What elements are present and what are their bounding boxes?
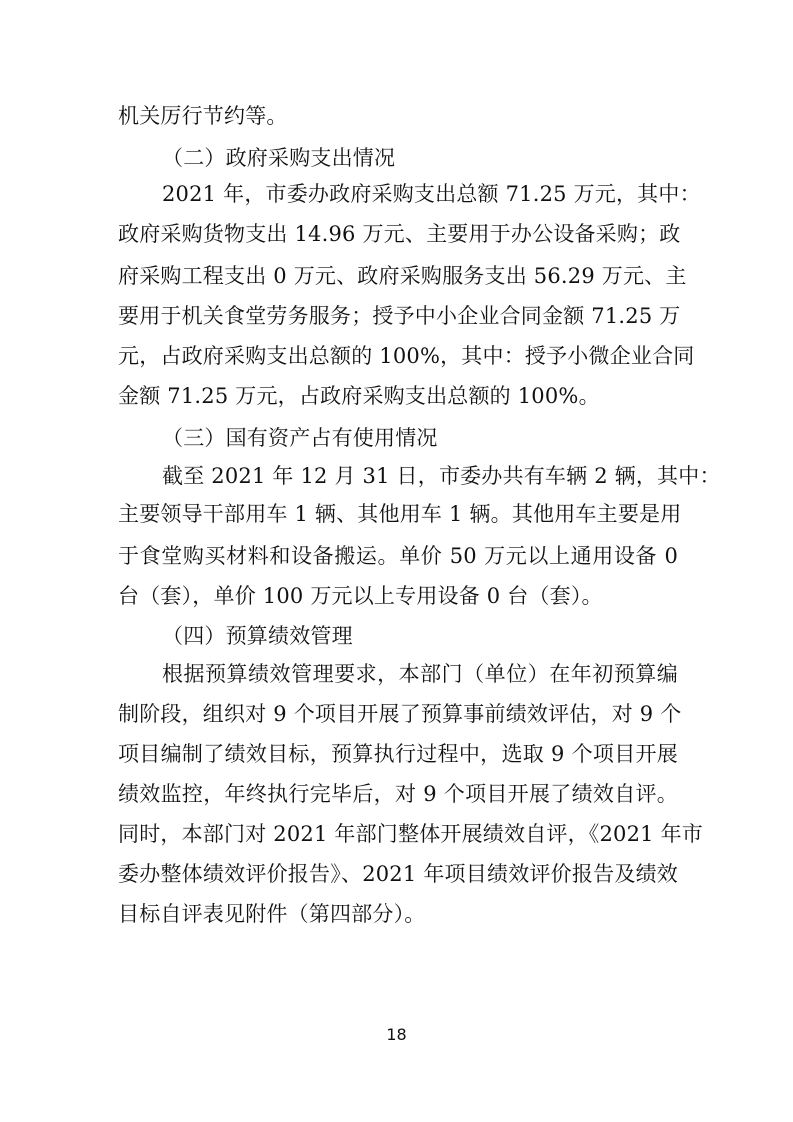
page-number: 18 — [386, 1025, 407, 1044]
section-heading: （二）政府采购支出情况 — [162, 146, 396, 170]
paragraph-line: 府采购工程支出 0 万元、政府采购服务支出 56.29 万元、主 — [118, 264, 687, 288]
paragraph-line: 要用于机关食堂劳务服务；授予中小企业合同金额 71.25 万 — [118, 304, 681, 328]
paragraph-line: 制阶段，组织对 9 个项目开展了预算事前绩效评估，对 9 个 — [118, 702, 682, 726]
paragraph-line: 元，占政府采购支出总额的 100%，其中：授予小微企业合同 — [118, 344, 695, 368]
section-heading: （三）国有资产占有使用情况 — [162, 426, 438, 450]
paragraph-line: 于食堂购买材料和设备搬运。单价 50 万元以上通用设备 0 — [118, 544, 678, 568]
paragraph-line: 项目编制了绩效目标，预算执行过程中，选取 9 个项目开展 — [118, 742, 678, 766]
paragraph-line: 台（套），单价 100 万元以上专用设备 0 台（套）。 — [118, 584, 603, 608]
paragraph-line: 根据预算绩效管理要求，本部门（单位）在年初预算编 — [162, 662, 678, 686]
paragraph-line: 绩效监控，年终执行完毕后，对 9 个项目开展了绩效自评。 — [118, 782, 678, 806]
paragraph-line: 2021 年，市委办政府采购支出总额 71.25 万元，其中： — [162, 182, 701, 206]
paragraph-line: 主要领导干部用车 1 辆、其他用车 1 辆。其他用车主要是用 — [118, 502, 682, 526]
paragraph-line: 金额 71.25 万元，占政府采购支出总额的 100%。 — [118, 384, 600, 408]
section-heading: （四）预算绩效管理 — [162, 624, 353, 648]
paragraph-line: 目标自评表见附件（第四部分）。 — [118, 902, 426, 926]
paragraph-line: 机关厉行节约等。 — [118, 104, 288, 128]
paragraph-line: 委办整体绩效评价报告》、2021 年项目绩效评价报告及绩效 — [118, 862, 678, 886]
paragraph-line: 截至 2021 年 12 月 31 日，市委办共有车辆 2 辆，其中： — [162, 464, 721, 488]
paragraph-line: 政府采购货物支出 14.96 万元、主要用于办公设备采购；政 — [118, 222, 681, 246]
paragraph-line: 同时，本部门对 2021 年部门整体开展绩效自评，《2021 年市 — [118, 822, 704, 846]
